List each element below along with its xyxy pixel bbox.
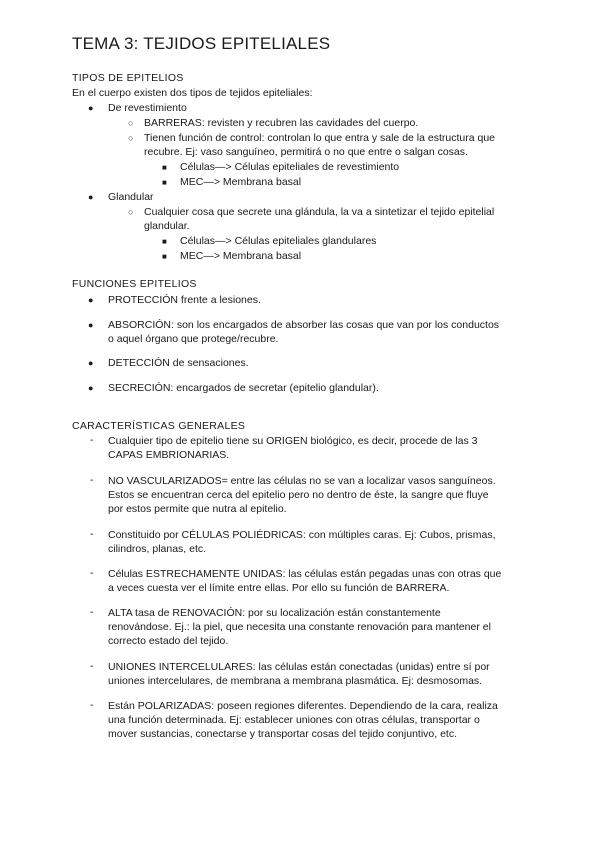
dash-bullet: -	[90, 434, 94, 446]
bullet-disc-icon: ●	[88, 295, 94, 305]
bullet-square-icon: ■	[162, 178, 167, 187]
caracteristica-line: Están POLARIZADAS: poseen regiones diferentes. Dependiendo de la cara, realiza	[108, 700, 498, 712]
caracteristica-line: una función determinada. Ej: establecer uniones con otras células, transportar o	[108, 714, 480, 726]
bullet-square-icon: ■	[162, 252, 167, 261]
caracteristica-line: Estos se encuentran cerca del epitelio pero no dentro de éste, la sangre que fluye	[108, 489, 489, 501]
bullet-circle-icon: ○	[128, 118, 134, 128]
caracteristica-line: por estos permite que nutra al epitelio.	[108, 503, 287, 515]
caracteristica-line: Células ESTRECHAMENTE UNIDAS: las células están pegadas unas con otras que	[108, 568, 502, 580]
caracteristica-line: CAPAS EMBRIONARIAS.	[108, 449, 230, 461]
caracteristica-line: cilindros, planas, etc.	[108, 543, 207, 555]
section-heading-tipos: TIPOS DE EPITELIOS	[72, 72, 184, 84]
revestimiento-mec: MEC—> Membrana basal	[180, 176, 302, 188]
caracteristica-line: Constituido por CÉLULAS POLIÉDRICAS: con múltiples caras. Ej: Cubos, prismas,	[108, 529, 496, 541]
revestimiento-label: De revestimiento	[108, 102, 187, 114]
caracteristica-line: ALTA tasa de RENOVACIÓN: por su localización están constantemente	[108, 607, 441, 619]
caracteristica-line: correcto estado del tejido.	[108, 635, 229, 647]
bullet-disc-icon: ●	[88, 192, 94, 202]
caracteristica-line: uniones intercelulares, de membrana a membrana plasmática. Ej: desmosomas.	[108, 675, 483, 687]
funcion-item: SECRECIÓN: encargados de secretar (epitelio glandular).	[108, 382, 379, 394]
control-text-2: recubre. Ej: vaso sanguíneo, permitirá o no que entre o salgan cosas.	[144, 146, 468, 158]
glandular-desc-1: Cualquier cosa que secrete una glándula, la va a sintetizar el tejido epitelial	[144, 206, 495, 218]
control-text-1: Tienen función de control: controlan lo que entra y sale de la estructura que	[144, 132, 495, 144]
caracteristica-line: mover sustancias, conectarse y transportar cosas del tejido conjuntivo, etc.	[108, 728, 458, 740]
bullet-circle-icon: ○	[128, 133, 134, 143]
dash-bullet: -	[90, 699, 94, 711]
bullet-disc-icon: ●	[88, 358, 94, 368]
caracteristica-line: a veces cuesta ver el límite entre ellas. Por ello su función de BARRERA.	[108, 582, 450, 594]
dash-bullet: -	[90, 474, 94, 486]
barreras-text: BARRERAS: revisten y recubren las cavidades del cuerpo.	[144, 117, 419, 129]
dash-bullet: -	[90, 567, 94, 579]
funcion-item: DETECCIÓN de sensaciones.	[108, 357, 249, 369]
dash-bullet: -	[90, 660, 94, 672]
page-title: TEMA 3: TEJIDOS EPITELIALES	[72, 34, 331, 53]
section-heading-caracteristicas: CARACTERÍSTICAS GENERALES	[72, 420, 246, 432]
caracteristica-line: Cualquier tipo de epitelio tiene su ORIGEN biológico, es decir, procede de las 3	[108, 435, 478, 447]
glandular-mec: MEC—> Membrana basal	[180, 250, 302, 262]
funcion-item-cont: o aquel órgano que protege/recubre.	[108, 333, 279, 345]
caracteristica-line: renovándose. Ej.: la piel, que necesita una constante renovación para mantener el	[108, 621, 491, 633]
funcion-item: PROTECCIÓN frente a lesiones.	[108, 294, 261, 306]
bullet-circle-icon: ○	[128, 207, 134, 217]
caracteristica-line: NO VASCULARIZADOS= entre las células no se van a localizar vasos sanguíneos.	[108, 475, 496, 487]
glandular-celulas: Células—> Células epiteliales glandulares	[180, 235, 377, 247]
caracteristica-line: UNIONES INTERCELULARES: las células están conectadas (unidas) entre sí por	[108, 661, 490, 673]
section-heading-funciones: FUNCIONES EPITELIOS	[72, 278, 197, 290]
dash-bullet: -	[90, 528, 94, 540]
tipos-intro: En el cuerpo existen dos tipos de tejidos epiteliales:	[72, 87, 313, 99]
bullet-square-icon: ■	[162, 237, 167, 246]
bullet-square-icon: ■	[162, 163, 167, 172]
bullet-disc-icon: ●	[88, 320, 94, 330]
revestimiento-celulas: Células—> Células epiteliales de revestimiento	[180, 161, 400, 173]
bullet-disc-icon: ●	[88, 383, 94, 393]
glandular-desc-2: glandular.	[144, 220, 190, 232]
glandular-label: Glandular	[108, 191, 154, 203]
funcion-item: ABSORCIÓN: son los encargados de absorber las cosas que van por los conductos	[108, 319, 500, 331]
dash-bullet: -	[90, 606, 94, 618]
bullet-disc-icon: ●	[88, 103, 94, 113]
